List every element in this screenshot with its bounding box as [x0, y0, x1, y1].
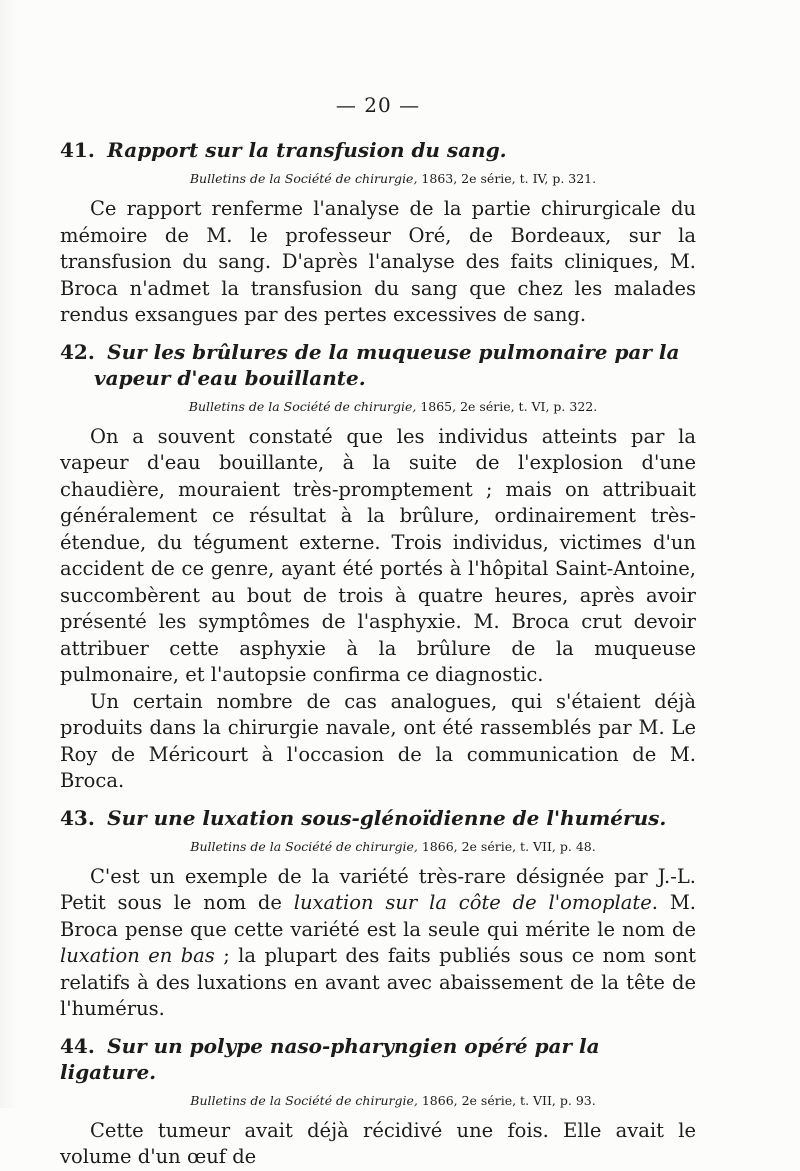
paragraph	[60, 864, 696, 1023]
paragraph: Ce rapport renferme l'analyse de la partie chirurgicale du mémoire de M. le professeur Oré, de Bordeaux, sur la transfusion du sang. D'après l'analyse des faits cliniques, M. Broca n'admet la transfusion du sang que chez les malades rendus exsangues par des pertes excessives de sang.	[60, 197, 696, 326]
section-number: 43.	[60, 805, 95, 830]
citation-details: 1866, 2e série, t. VII, p. 93.	[421, 1092, 596, 1108]
citation	[60, 839, 696, 854]
citation-journal: Bulletins de la Société de chirurgie,	[190, 838, 418, 854]
citation	[60, 399, 696, 414]
paragraph: On a souvent constaté que les individus atteints par la vapeur d'eau bouillante, à la suite de l'explosion d'une chaudière, mouraient très-promptement ; mais on attribuait généralement ce résultat à la brûlure, ordinairement très-étendue, du tégument externe. Trois individus, victimes d'un accident de ce genre, ayant été portés à l'hôpital Saint-Antoine, succombèrent au bout de trois à quatre heures, après avoir présenté les symptômes de l'asphyxie. M. Broca crut devoir attribuer cette asphyxie à la brûlure de la muqueuse pulmonaire, et l'autopsie confirma ce diagnostic.	[60, 424, 696, 686]
paragraph-text: . M. Broca pense que cette variété est la seule qui mérite le nom de	[60, 891, 696, 941]
section-44	[60, 1033, 696, 1171]
italic-term: luxation en bas	[60, 944, 215, 967]
citation-details: 1866, 2e série, t. VII, p. 48.	[421, 838, 596, 854]
section-number: 41.	[60, 138, 95, 162]
citation-journal: Bulletins de la Société de chirurgie,	[189, 171, 418, 186]
citation-details: 1863, 2e série, t. IV, p. 321.	[421, 171, 597, 186]
section-number: 44.	[60, 1033, 95, 1058]
paragraph-text: ; la plupart des faits publiés sous ce nom sont relatifs à des luxations en avant avec abaissement de la tête de l'humérus.	[60, 944, 696, 1020]
paragraph-text: C'est un exemple de la variété très-rare désignée par J.-L. Petit sous le nom de	[60, 864, 696, 914]
paragraph: Cette tumeur avait déjà récidivé une fois. Elle avait le volume d'un œuf de	[60, 1118, 696, 1168]
section-title	[60, 339, 696, 391]
section-number: 42.	[60, 339, 95, 364]
paragraph: Un certain nombre de cas analogues, qui s'étaient déjà produits dans la chirurgie navale, ont été rassemblés par M. Le Roy de Méricourt à l'occasion de la communication de M. Broca.	[60, 689, 696, 792]
section-title-text: Rapport sur la transfusion du sang.	[107, 138, 507, 162]
page-number: — 20 —	[335, 93, 421, 117]
section-title	[60, 137, 696, 163]
citation-journal: Bulletins de la Société de chirurgie,	[190, 1092, 418, 1108]
section-43	[60, 805, 696, 1023]
citation-details: 1865, 2e série, t. VI, p. 322.	[420, 398, 598, 414]
citation-journal: Bulletins de la Société de chirurgie,	[188, 398, 417, 414]
section-42	[60, 339, 696, 795]
section-title	[60, 805, 696, 831]
italic-term: luxation sur la côte de l'omoplate	[293, 891, 652, 914]
citation	[60, 1093, 696, 1108]
section-41	[60, 137, 696, 329]
section-title-text: Sur un polype naso-pharyngien opéré par la ligature.	[60, 1033, 600, 1084]
section-title-text: Sur une luxation sous-glénoïdienne de l'humérus.	[107, 805, 667, 830]
section-title	[60, 1033, 696, 1085]
citation	[60, 171, 696, 186]
section-title-text: Sur les brûlures de la muqueuse pulmonaire par la vapeur d'eau bouillante.	[94, 339, 680, 390]
